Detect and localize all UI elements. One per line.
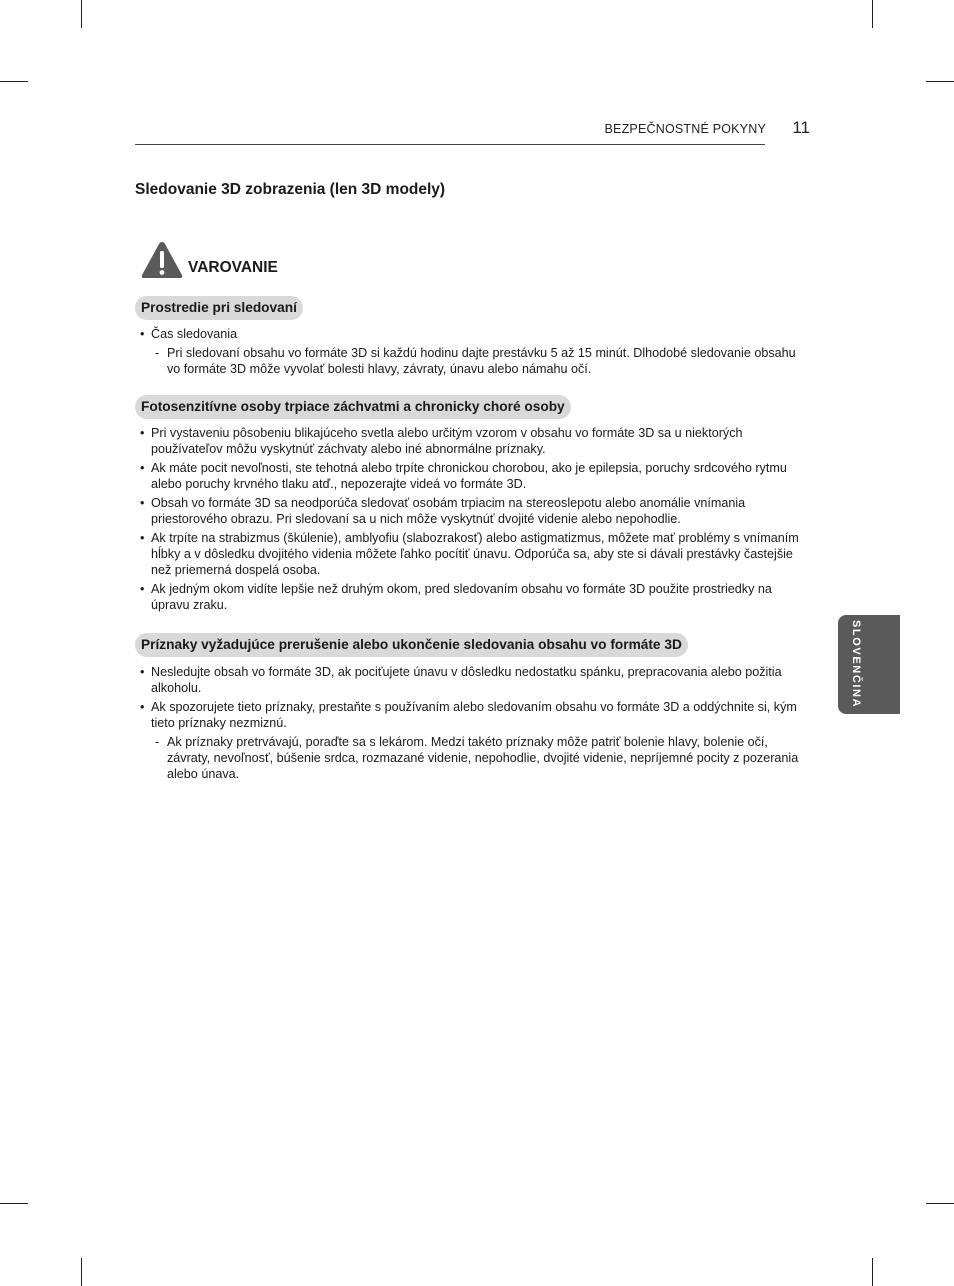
crop-mark-top-left	[81, 0, 82, 28]
list-viewing-environment	[139, 326, 807, 380]
sub-list-item: - Pri sledovaní obsahu vo formáte 3D si každú hodinu dajte prestávku 5 až 15 minút. Dlhodobé sledovanie obsahu vo formáte 3D môže vyvolať bolesti hlavy, závraty, únavu alebo námahu očí.	[155, 345, 807, 377]
list-item: • Ak jedným okom vidíte lepšie než druhým okom, pred sledovaním obsahu vo formáte 3D použite prostriedky na úpravu zraku.	[139, 581, 807, 613]
language-tab	[838, 615, 900, 714]
page-number: 11	[792, 118, 810, 137]
crop-mark-top-left-h	[0, 81, 28, 82]
list-item-text: Ak spozorujete tieto príznaky, prestaňte s používaním alebo sledovaním obsahu vo formáte 3D a oddýchnite si, kým tieto príznaky nezmiznú.	[151, 700, 797, 730]
language-tab-label: SLOVENČINA	[850, 620, 862, 709]
list-item-text: Čas sledovania	[151, 327, 238, 341]
list-symptoms	[139, 664, 807, 785]
list-photosensitive	[139, 425, 807, 616]
crop-mark-top-right	[872, 0, 873, 28]
list-item: • Ak trpíte na strabizmus (škúlenie), amblyofiu (slabozrakosť) alebo astigmatizmus, môžete mať problémy s vnímaním hĺbky a v dôsledku dvojitého videnia môžete ľahko pocítiť únavu. Odporúča sa, aby ste si dávali prestávky častejšie než priemerná dospelá osoba.	[139, 530, 807, 578]
crop-mark-bottom-left-h	[0, 1203, 28, 1204]
crop-mark-top-right-h	[926, 81, 954, 82]
subheading-symptoms: Príznaky vyžadujúce prerušenie alebo ukončenie sledovania obsahu vo formáte 3D	[135, 633, 688, 657]
section-title: Sledovanie 3D zobrazenia (len 3D modely)	[135, 181, 446, 198]
subheading-photosensitive: Fotosenzitívne osoby trpiace záchvatmi a chronicky choré osoby	[135, 395, 571, 419]
crop-mark-bottom-right-h	[926, 1203, 954, 1204]
list-item: • Pri vystaveniu pôsobeniu blikajúceho svetla alebo určitým vzorom v obsahu vo formáte 3D sa u niektorých používateľov môžu vyskytnúť záchvaty alebo iné abnormálne príznaky.	[139, 425, 807, 457]
list-item: • Obsah vo formáte 3D sa neodporúča sledovať osobám trpiacim na stereoslepotu alebo anomálie vnímania priestorového obrazu. Pri sledovaní sa u nich môže vyskytnúť dvojité videnie alebo nepohodlie.	[139, 495, 807, 527]
sub-list	[155, 345, 807, 377]
list-item	[139, 699, 807, 782]
subheading-viewing-environment: Prostredie pri sledovaní	[135, 296, 303, 320]
warning-label: VAROVANIE	[188, 259, 278, 276]
list-item	[139, 326, 807, 377]
warning-triangle-icon	[140, 240, 184, 280]
running-header: BEZPEČNOSTNÉ POKYNY	[604, 122, 766, 136]
sub-list	[155, 734, 807, 782]
sub-list-item: - Ak príznaky pretrvávajú, poraďte sa s lekárom. Medzi takéto príznaky môže patriť bolenie hlavy, bolenie očí, závraty, nevoľnosť, búšenie srdca, rozmazané videnie, nepohodlie, dvojité videnie, nepríjemné pocity z pozerania alebo únava.	[155, 734, 807, 782]
list-item: • Ak máte pocit nevoľnosti, ste tehotná alebo trpíte chronickou chorobou, ako je epilepsia, poruchy srdcového rytmu alebo poruchy krvného tlaku atď., nepozerajte videá vo formáte 3D.	[139, 460, 807, 492]
crop-mark-bottom-left	[81, 1258, 82, 1286]
list-item: • Nesledujte obsah vo formáte 3D, ak pociťujete únavu v dôsledku nedostatku spánku, prepracovania alebo požitia alkoholu.	[139, 664, 807, 696]
crop-mark-bottom-right	[872, 1258, 873, 1286]
page-header	[135, 118, 810, 146]
header-rule	[135, 144, 765, 145]
